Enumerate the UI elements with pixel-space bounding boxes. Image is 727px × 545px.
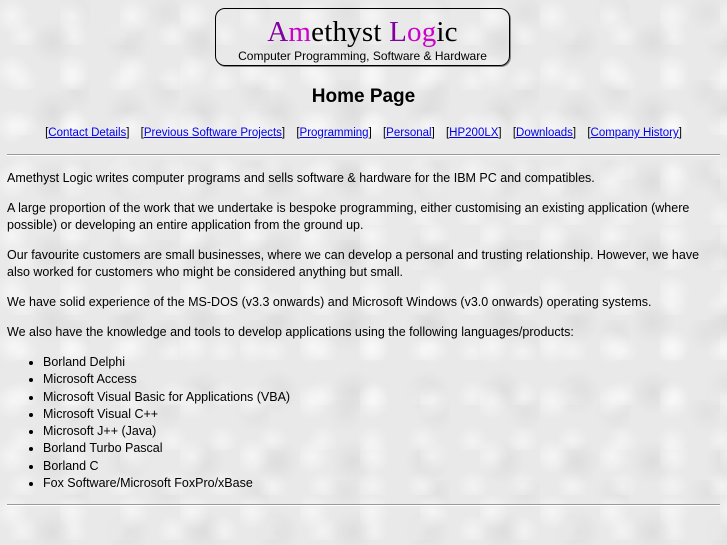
customers-paragraph: Our favourite customers are small businesses, where we can develop a personal and trusting relationship. However, we have also worked for customers who might be considered anything but small.	[7, 248, 700, 279]
top-divider	[7, 154, 720, 156]
list-item: • Fox Software/Microsoft FoxPro/xBase	[43, 475, 722, 492]
logo-letter-a: A	[267, 16, 289, 48]
logo-letter-l: L	[389, 16, 408, 48]
nav-link-programming[interactable]: Programming	[299, 127, 369, 139]
bespoke-paragraph: A large proportion of the work that we undertake is bespoke programming, either customising an existing application (where possible) or developing an entire application from the ground up.	[7, 201, 690, 232]
list-item: • Microsoft Visual Basic for Applications (VBA)	[43, 389, 722, 406]
logo-text-ic: ic	[436, 16, 458, 48]
languages-intro-paragraph: We also have the knowledge and tools to develop applications using the following languages/products:	[7, 325, 574, 339]
logo-letter-m: m	[288, 16, 312, 48]
navigation-bar: [Contact Details] [Previous Software Projects] [Programming] [Personal] [HP200LX] [Downloads] [Company History]	[45, 127, 682, 139]
logo-text-ethyst: ethyst	[311, 16, 382, 48]
intro-paragraph: Amethyst Logic writes computer programs and sells software & hardware for the IBM PC and compatibles.	[7, 171, 595, 185]
main-content	[7, 170, 722, 492]
list-item: • Borland Delphi	[43, 354, 722, 371]
nav-link-contact-details[interactable]: Contact Details	[48, 127, 127, 139]
list-item: • Borland Turbo Pascal	[43, 440, 722, 457]
nav-link-hp200lx[interactable]: HP200LX	[449, 127, 499, 139]
nav-link-company-history[interactable]: Company History	[590, 127, 679, 139]
bottom-divider	[7, 504, 720, 506]
list-item: • Microsoft Visual C++	[43, 406, 722, 423]
list-item: • Microsoft Access	[43, 371, 722, 388]
list-item: • Borland C	[43, 458, 722, 475]
list-item: • Microsoft J++ (Java)	[43, 423, 722, 440]
logo-title	[216, 15, 509, 49]
page-title: Home Page	[311, 86, 416, 107]
nav-link-downloads[interactable]: Downloads	[516, 127, 573, 139]
products-list	[7, 354, 722, 492]
company-logo	[215, 8, 510, 66]
experience-paragraph: We have solid experience of the MS-DOS (v3.3 onwards) and Microsoft Windows (v3.0 onwards) operating systems.	[7, 295, 652, 309]
nav-link-personal[interactable]: Personal	[386, 127, 432, 139]
logo-tagline: Computer Programming, Software & Hardware	[238, 49, 487, 63]
nav-link-previous-software-projects[interactable]: Previous Software Projects	[143, 127, 282, 139]
logo-letters-og: og	[407, 16, 437, 48]
